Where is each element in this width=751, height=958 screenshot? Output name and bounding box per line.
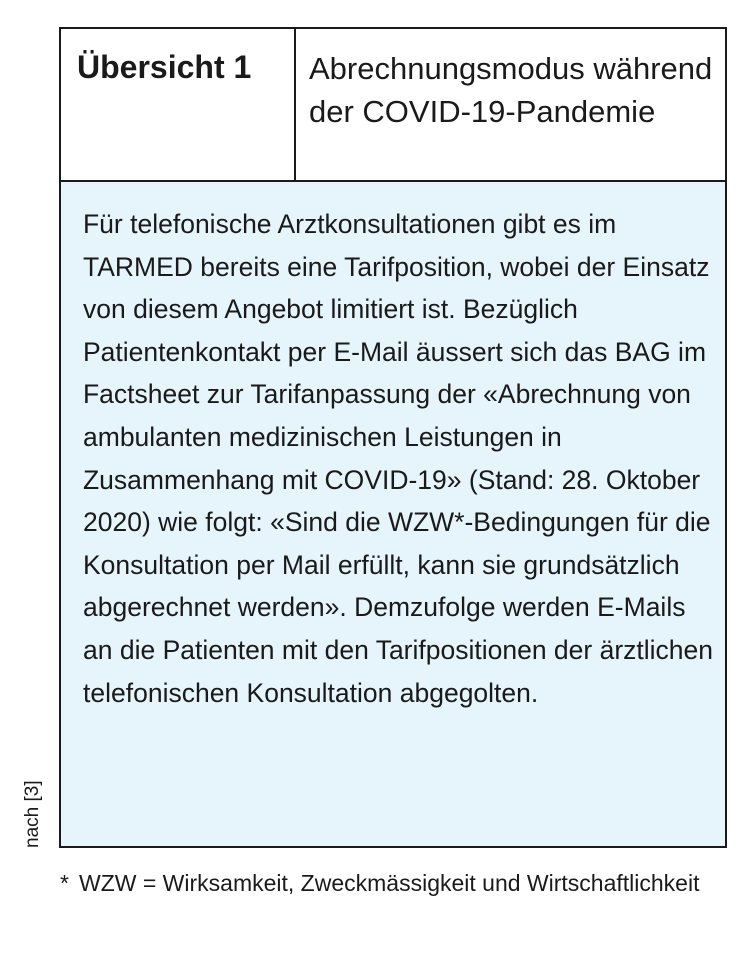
box-label: Übersicht 1 xyxy=(61,29,296,180)
info-box xyxy=(59,27,727,848)
info-box-header xyxy=(61,29,725,182)
box-title: Abrechnungsmodus während der COVID-19-Pandemie xyxy=(309,51,713,129)
info-box-body xyxy=(61,182,725,846)
footnote xyxy=(60,867,719,900)
footnote-marker: * xyxy=(60,870,69,896)
footnote-text: WZW = Wirksamkeit, Zweckmässigkeit und Wirtschaftlichkeit xyxy=(79,870,700,896)
source-note: nach [3] xyxy=(22,780,43,848)
body-text: Für telefonische Arztkonsultationen gibt es im TARMED bereits eine Tarifposition, wobei der Einsatz von diesem Angebot limitiert ist. Bezüglich Patientenkontakt per E-Mail äussert sich das BAG im Factsheet zur Tarifanpassung der «Abrechnung von ambulanten medizinischen Leistungen in Zusammenhang mit COVID-19» (Stand: 28. Oktober 2020) wie folgt: «Sind die WZW*-Bedingungen für die Konsultation per Mail erfüllt, kann sie grundsätzlich abgerechnet werden». Demzufolge werden E-Mails an die Patienten mit den Tarifpositionen der ärztlichen telefonischen Konsultation abgegolten. xyxy=(83,209,714,708)
